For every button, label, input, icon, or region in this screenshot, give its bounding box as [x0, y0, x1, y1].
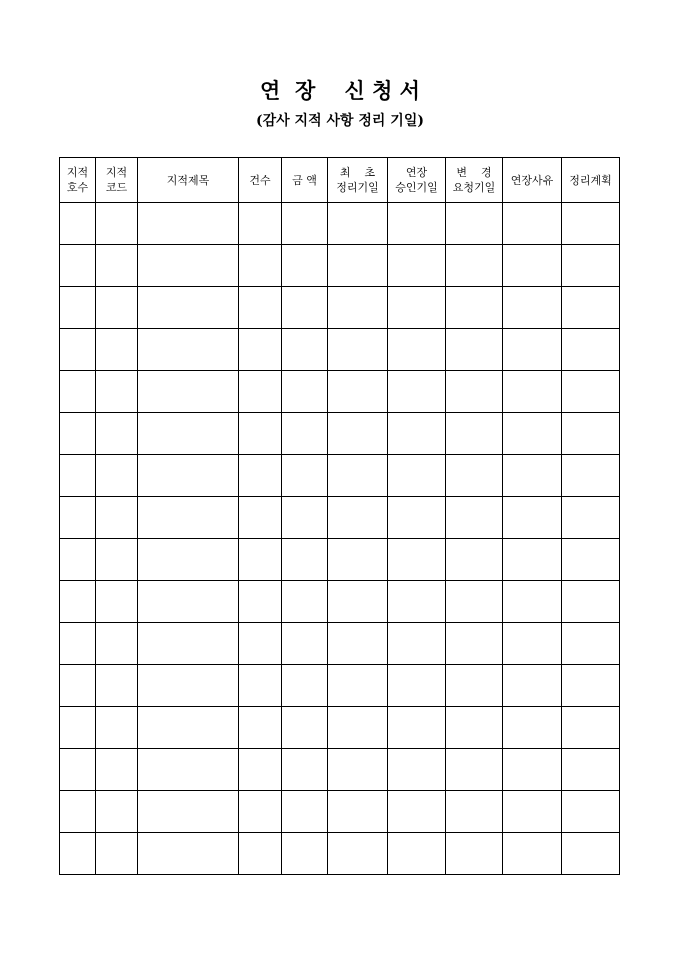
- cell-count[interactable]: [239, 371, 282, 413]
- cell-approved-date[interactable]: [388, 833, 446, 875]
- cell-subject[interactable]: [138, 329, 239, 371]
- table-row: [60, 581, 620, 623]
- cell-count[interactable]: [239, 749, 282, 791]
- cell-first-date[interactable]: [328, 455, 388, 497]
- cell-first-date[interactable]: [328, 581, 388, 623]
- cell-change-date[interactable]: [446, 833, 503, 875]
- table-row: [60, 707, 620, 749]
- cell-subject[interactable]: [138, 791, 239, 833]
- cell-amount[interactable]: [282, 413, 328, 455]
- table-header-row: [60, 158, 620, 203]
- cell-plan[interactable]: [562, 539, 620, 581]
- cell-count[interactable]: [239, 707, 282, 749]
- cell-plan[interactable]: [562, 581, 620, 623]
- cell-first-date[interactable]: [328, 371, 388, 413]
- cell-change-date[interactable]: [446, 497, 503, 539]
- cell-count[interactable]: [239, 287, 282, 329]
- cell-first-date[interactable]: [328, 665, 388, 707]
- cell-reason[interactable]: [503, 749, 562, 791]
- cell-change-date[interactable]: [446, 329, 503, 371]
- cell-approved-date[interactable]: [388, 791, 446, 833]
- cell-amount[interactable]: [282, 791, 328, 833]
- cell-change-date[interactable]: [446, 455, 503, 497]
- cell-no[interactable]: [60, 707, 96, 749]
- cell-reason[interactable]: [503, 245, 562, 287]
- cell-first-date[interactable]: [328, 833, 388, 875]
- cell-plan[interactable]: [562, 329, 620, 371]
- cell-change-date[interactable]: [446, 203, 503, 245]
- cell-no[interactable]: [60, 623, 96, 665]
- cell-plan[interactable]: [562, 833, 620, 875]
- cell-code[interactable]: [96, 455, 138, 497]
- cell-approved-date[interactable]: [388, 329, 446, 371]
- cell-code[interactable]: [96, 833, 138, 875]
- cell-amount[interactable]: [282, 539, 328, 581]
- table-row: [60, 665, 620, 707]
- cell-amount[interactable]: [282, 749, 328, 791]
- cell-first-date[interactable]: [328, 623, 388, 665]
- cell-approved-date[interactable]: [388, 413, 446, 455]
- table-row: [60, 749, 620, 791]
- cell-code[interactable]: [96, 371, 138, 413]
- cell-amount[interactable]: [282, 371, 328, 413]
- cell-amount[interactable]: [282, 287, 328, 329]
- cell-count[interactable]: [239, 203, 282, 245]
- cell-plan[interactable]: [562, 623, 620, 665]
- cell-subject[interactable]: [138, 371, 239, 413]
- cell-first-date[interactable]: [328, 203, 388, 245]
- cell-reason[interactable]: [503, 371, 562, 413]
- cell-subject[interactable]: [138, 707, 239, 749]
- cell-no[interactable]: [60, 791, 96, 833]
- cell-code[interactable]: [96, 665, 138, 707]
- cell-no[interactable]: [60, 497, 96, 539]
- cell-amount[interactable]: [282, 623, 328, 665]
- cell-reason[interactable]: [503, 413, 562, 455]
- table-row: [60, 791, 620, 833]
- cell-count[interactable]: [239, 833, 282, 875]
- cell-plan[interactable]: [562, 203, 620, 245]
- cell-approved-date[interactable]: [388, 707, 446, 749]
- cell-amount[interactable]: [282, 455, 328, 497]
- cell-code[interactable]: [96, 413, 138, 455]
- cell-reason[interactable]: [503, 455, 562, 497]
- cell-approved-date[interactable]: [388, 203, 446, 245]
- cell-code[interactable]: [96, 203, 138, 245]
- cell-no[interactable]: [60, 833, 96, 875]
- cell-no[interactable]: [60, 245, 96, 287]
- cell-approved-date[interactable]: [388, 497, 446, 539]
- cell-count[interactable]: [239, 665, 282, 707]
- header-count: 건수: [239, 158, 282, 203]
- extension-request-table: [59, 157, 620, 875]
- cell-reason[interactable]: [503, 203, 562, 245]
- table-row: [60, 833, 620, 875]
- cell-first-date[interactable]: [328, 497, 388, 539]
- cell-count[interactable]: [239, 623, 282, 665]
- cell-reason[interactable]: [503, 497, 562, 539]
- cell-subject[interactable]: [138, 203, 239, 245]
- cell-reason[interactable]: [503, 791, 562, 833]
- cell-first-date[interactable]: [328, 791, 388, 833]
- cell-amount[interactable]: [282, 245, 328, 287]
- cell-reason[interactable]: [503, 539, 562, 581]
- cell-reason[interactable]: [503, 623, 562, 665]
- cell-plan[interactable]: [562, 791, 620, 833]
- cell-approved-date[interactable]: [388, 287, 446, 329]
- header-audit-code: 지적 코드: [96, 158, 138, 203]
- cell-plan[interactable]: [562, 245, 620, 287]
- cell-reason[interactable]: [503, 329, 562, 371]
- table-row: [60, 245, 620, 287]
- table-row: [60, 371, 620, 413]
- cell-code[interactable]: [96, 329, 138, 371]
- cell-subject[interactable]: [138, 749, 239, 791]
- cell-plan[interactable]: [562, 497, 620, 539]
- cell-subject[interactable]: [138, 287, 239, 329]
- header-audit-number: 지적 호수: [60, 158, 96, 203]
- cell-first-date[interactable]: [328, 749, 388, 791]
- cell-count[interactable]: [239, 455, 282, 497]
- table-row: [60, 623, 620, 665]
- cell-code[interactable]: [96, 287, 138, 329]
- cell-change-date[interactable]: [446, 749, 503, 791]
- table-row: [60, 203, 620, 245]
- cell-code[interactable]: [96, 791, 138, 833]
- cell-approved-date[interactable]: [388, 581, 446, 623]
- cell-first-date[interactable]: [328, 287, 388, 329]
- cell-code[interactable]: [96, 497, 138, 539]
- cell-change-date[interactable]: [446, 371, 503, 413]
- cell-no[interactable]: [60, 581, 96, 623]
- header-audit-subject: 지적제목: [138, 158, 239, 203]
- cell-first-date[interactable]: [328, 413, 388, 455]
- cell-code[interactable]: [96, 707, 138, 749]
- cell-subject[interactable]: [138, 413, 239, 455]
- cell-count[interactable]: [239, 245, 282, 287]
- cell-plan[interactable]: [562, 455, 620, 497]
- document-subtitle: (감사 지적 사항 정리 기일): [256, 113, 424, 129]
- header-extension-approval-date: 연장 승인기일: [388, 158, 446, 203]
- cell-count[interactable]: [239, 791, 282, 833]
- table-row: [60, 287, 620, 329]
- cell-count[interactable]: [239, 539, 282, 581]
- cell-first-date[interactable]: [328, 539, 388, 581]
- cell-amount[interactable]: [282, 833, 328, 875]
- header-change-request-date: 변 경 요청기일: [446, 158, 503, 203]
- header-settlement-plan: 정리계획: [562, 158, 620, 203]
- cell-subject[interactable]: [138, 665, 239, 707]
- cell-plan[interactable]: [562, 287, 620, 329]
- cell-amount[interactable]: [282, 665, 328, 707]
- cell-no[interactable]: [60, 539, 96, 581]
- header-extension-reason: 연장사유: [503, 158, 562, 203]
- cell-amount[interactable]: [282, 203, 328, 245]
- table-row: [60, 539, 620, 581]
- cell-first-date[interactable]: [328, 245, 388, 287]
- cell-approved-date[interactable]: [388, 371, 446, 413]
- cell-code[interactable]: [96, 539, 138, 581]
- cell-subject[interactable]: [138, 833, 239, 875]
- cell-no[interactable]: [60, 749, 96, 791]
- cell-no[interactable]: [60, 455, 96, 497]
- cell-subject[interactable]: [138, 455, 239, 497]
- cell-count[interactable]: [239, 413, 282, 455]
- cell-reason[interactable]: [503, 833, 562, 875]
- table-row: [60, 413, 620, 455]
- cell-reason[interactable]: [503, 581, 562, 623]
- table-row: [60, 329, 620, 371]
- cell-change-date[interactable]: [446, 287, 503, 329]
- cell-no[interactable]: [60, 665, 96, 707]
- cell-no[interactable]: [60, 329, 96, 371]
- cell-change-date[interactable]: [446, 581, 503, 623]
- cell-first-date[interactable]: [328, 707, 388, 749]
- cell-approved-date[interactable]: [388, 749, 446, 791]
- cell-change-date[interactable]: [446, 665, 503, 707]
- cell-amount[interactable]: [282, 329, 328, 371]
- cell-no[interactable]: [60, 203, 96, 245]
- cell-reason[interactable]: [503, 665, 562, 707]
- cell-subject[interactable]: [138, 497, 239, 539]
- cell-change-date[interactable]: [446, 245, 503, 287]
- cell-approved-date[interactable]: [388, 455, 446, 497]
- cell-amount[interactable]: [282, 497, 328, 539]
- table-row: [60, 455, 620, 497]
- cell-code[interactable]: [96, 749, 138, 791]
- cell-amount[interactable]: [282, 707, 328, 749]
- cell-change-date[interactable]: [446, 707, 503, 749]
- cell-change-date[interactable]: [446, 413, 503, 455]
- cell-approved-date[interactable]: [388, 539, 446, 581]
- table-row: [60, 497, 620, 539]
- cell-approved-date[interactable]: [388, 623, 446, 665]
- cell-approved-date[interactable]: [388, 245, 446, 287]
- cell-plan[interactable]: [562, 371, 620, 413]
- cell-subject[interactable]: [138, 539, 239, 581]
- cell-change-date[interactable]: [446, 623, 503, 665]
- header-first-settlement-date: 최 초 정리기일: [328, 158, 388, 203]
- cell-count[interactable]: [239, 497, 282, 539]
- cell-code[interactable]: [96, 623, 138, 665]
- header-amount: 금 액: [282, 158, 328, 203]
- cell-count[interactable]: [239, 329, 282, 371]
- cell-change-date[interactable]: [446, 791, 503, 833]
- cell-reason[interactable]: [503, 707, 562, 749]
- cell-subject[interactable]: [138, 623, 239, 665]
- cell-no[interactable]: [60, 413, 96, 455]
- cell-approved-date[interactable]: [388, 665, 446, 707]
- cell-plan[interactable]: [562, 707, 620, 749]
- cell-amount[interactable]: [282, 581, 328, 623]
- cell-reason[interactable]: [503, 287, 562, 329]
- cell-first-date[interactable]: [328, 329, 388, 371]
- cell-subject[interactable]: [138, 581, 239, 623]
- document-title: 연 장 신 청 서: [260, 78, 420, 103]
- cell-plan[interactable]: [562, 413, 620, 455]
- cell-plan[interactable]: [562, 665, 620, 707]
- cell-code[interactable]: [96, 581, 138, 623]
- cell-no[interactable]: [60, 371, 96, 413]
- cell-no[interactable]: [60, 287, 96, 329]
- cell-change-date[interactable]: [446, 539, 503, 581]
- cell-plan[interactable]: [562, 749, 620, 791]
- cell-count[interactable]: [239, 581, 282, 623]
- cell-subject[interactable]: [138, 245, 239, 287]
- cell-code[interactable]: [96, 245, 138, 287]
